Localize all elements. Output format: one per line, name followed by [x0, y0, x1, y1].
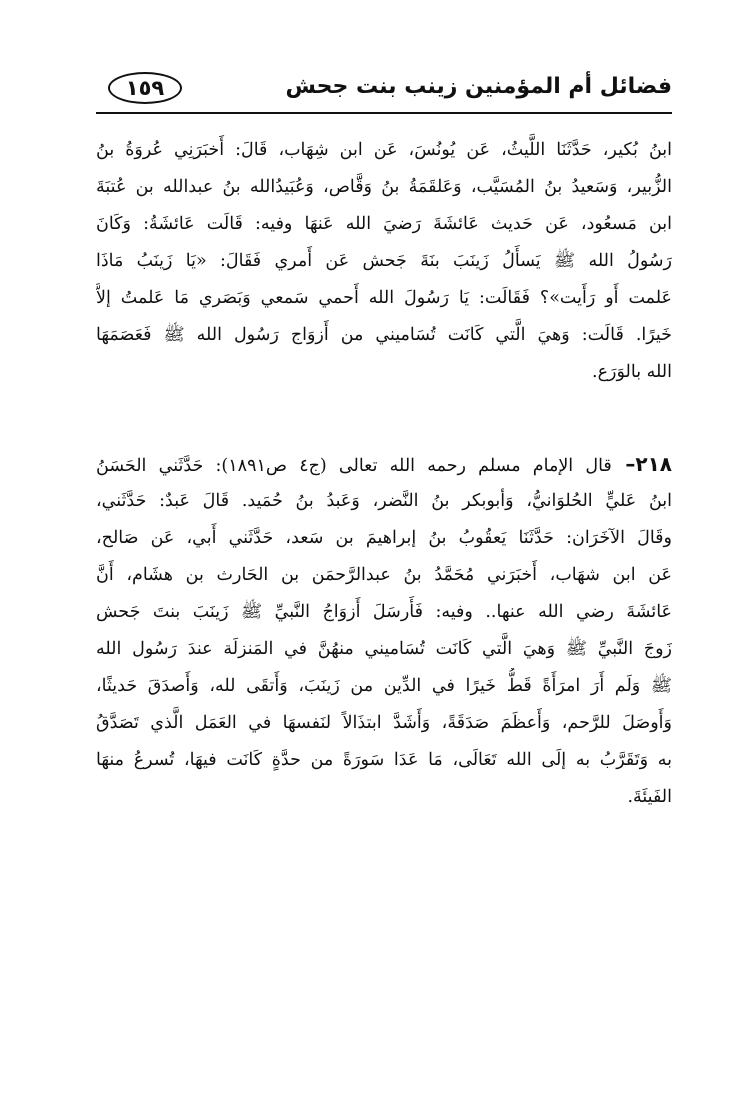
paragraph-2 — [96, 446, 672, 816]
text-line: رَسُولُ الله ﷺ يَسأَلُ زَينَبَ بنَةَ جَحش عَن أَمري فَقَالَ: «يَا زَينَبُ مَاذَا — [96, 251, 672, 271]
text-line: به وَتَقَرَّبُ به إلَى الله تَعَالَى، مَا عَدَا سَورَةً من حدَّةٍ كَانَت فيهَا، تُسرعُ منهَا — [96, 750, 672, 770]
hadith-dash: – — [611, 452, 636, 476]
header-rule — [96, 112, 672, 114]
page-number-badge — [96, 72, 188, 106]
text-line: الفَيئَةَ. — [627, 787, 672, 807]
text-line: ابنُ بُكير، حَدَّثَنَا اللَّيثُ، عَن يُونُسَ، عَن ابن شِهَاب، قَالَ: أَخبَرَنِي عُروَةُ بنُ — [96, 140, 672, 160]
text-line: ابنُ عَليٍّ الحُلوَانيُّ، وَأبوبكر بنُ النَّضر، وَعَبدُ بنُ حُمَيد. قَالَ عَبدٌ: حَدَّثَني، — [96, 491, 672, 511]
text-line: الزُّبير، وَسَعيدُ بنُ المُسَيَّب، وَعَلقَمَةُ بنُ وَقَّاص، وَعُبَيدُالله بنُ عبدالله بن عُتبَةَ — [96, 177, 672, 197]
text-line-content: قال الإمام مسلم رحمه الله تعالى (ج٤ ص١٨٩١): حَدَّثَني الحَسَنُ — [96, 456, 612, 476]
text-line: عَلمت أَو رَأَيت»؟ فَقَالَت: يَا رَسُولَ الله أَحمي سَمعي وَبَصَري مَا عَلمتُ إلاَّ — [96, 288, 672, 308]
text-line: خَيرًا. قَالَت: وَهيَ الَّتي كَانَت تُسَاميني من أَزوَاج رَسُول الله ﷺ فَعَصَمَهَا — [96, 325, 672, 345]
text-line: ابن مَسعُود، عَن حَديث عَائشَةَ رَضيَ الله عَنهَا وفيه: قَالَت عَائشَةُ: وَكَانَ — [96, 214, 672, 234]
text-line: ﷺ وَلَم أَرَ امرَأَةً قَطُّ خَيرًا في الدِّين من زَينَبَ، وَأَتقَى لله، وَأَصدَقَ حَديثًا، — [96, 676, 672, 696]
page-header — [96, 70, 672, 110]
page-number: ١٥٩ — [125, 76, 165, 100]
text-line: الله بالوَرَع. — [592, 362, 672, 382]
paragraph-1 — [96, 132, 672, 391]
text-line: عَن ابن شهَاب، أَخبَرَني مُحَمَّدُ بنُ عبدالرَّحمَن بن الحَارث بن هشَام، أَنَّ — [96, 565, 672, 585]
text-line: عَائشَةَ رضي الله عنها.. وفيه: فَأَرسَلَ أَزوَاجُ النَّبيِّ ﷺ زَينَبَ بنتَ جَحش — [96, 602, 672, 622]
text-line: وَأَوصَلَ للرَّحم، وَأَعظَمَ صَدَقَةً، وَأَشَدَّ ابتذَالاً لنَفسهَا في العَمَل الَّذي تَصَدَّقُ — [96, 713, 672, 733]
text-line-first — [96, 446, 672, 483]
chapter-title: فضائل أم المؤمنين زينب بنت جحش — [285, 74, 672, 99]
hadith-number: ٢١٨ — [635, 452, 672, 476]
text-line: زَوجَ النَّبيِّ ﷺ وَهيَ الَّتي كَانَت تُسَاميني منهُنَّ في المَنزلَة عندَ رَسُول الله — [96, 639, 672, 659]
text-line: وقَالَ الآخَرَان: حَدَّثَنَا يَعقُوبُ بنُ إبراهيمَ بن سَعد، حَدَّثَني أَبي، عَن صَالح، — [96, 528, 672, 548]
